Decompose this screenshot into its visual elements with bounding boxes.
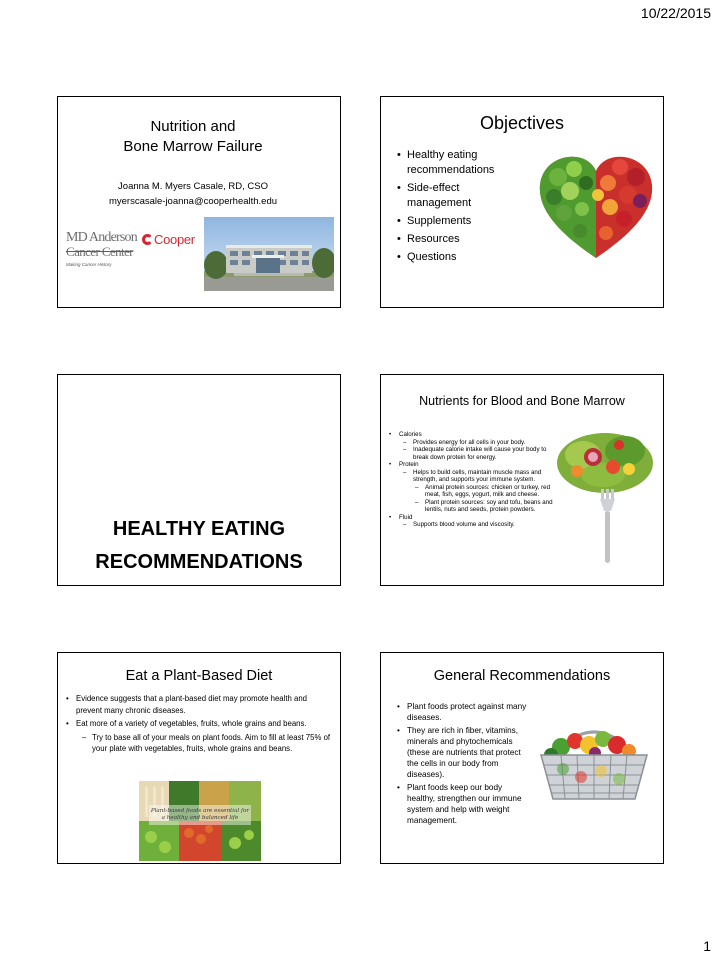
image-caption: Plant-based foods are essential for a healthy and balanced life	[150, 808, 250, 821]
author-email: myerscasale-joanna@cooperhealth.edu	[108, 196, 278, 207]
cooper-c-icon	[142, 234, 153, 245]
slide-title-line2: Bone Marrow Failure	[123, 138, 263, 155]
vegetable-market-image	[139, 781, 261, 861]
protein-source: – Animal protein sources: chicken or turkey, red meat, fish, eggs, yogurt, milk and cheese.	[415, 484, 553, 499]
nutrient-calories	[389, 431, 553, 461]
slide-objectives	[380, 96, 664, 308]
logo-cancer-center: Cancer Center	[66, 244, 133, 259]
plant-based-point	[66, 718, 334, 755]
nutrients-title: Nutrients for Blood and Bone Marrow	[419, 394, 625, 408]
fluid-detail: – Supports blood volume and viscosity.	[403, 521, 553, 529]
slide-section-healthy-eating	[57, 374, 341, 586]
heart-of-vegetables-image	[536, 153, 656, 263]
logo-tagline: Making Cancer History	[66, 262, 112, 267]
page-number: 1	[703, 938, 711, 954]
calories-detail: – Provides energy for all cells in your body.	[403, 439, 553, 447]
objectives-title: Objectives	[479, 113, 565, 133]
objectives-list	[397, 148, 517, 265]
slide-plant-based-diet	[57, 652, 341, 864]
hospital-building-photo	[204, 217, 334, 291]
mdanderson-cooper-logo	[66, 231, 201, 281]
nutrient-protein	[389, 461, 553, 514]
nutrient-protein-label: Protein	[399, 461, 419, 468]
slide-nutrients	[380, 374, 664, 586]
protein-detail	[403, 469, 553, 514]
recommendation-item: • Plant foods keep our body healthy, strengthen our immune system and help with weight management.	[397, 782, 529, 826]
objective-item: • Supplements	[397, 214, 517, 229]
handout-date: 10/22/2015	[640, 5, 711, 21]
protein-detail-text: Helps to build cells, maintain muscle mass and strength, and supports your immune system.	[413, 468, 542, 483]
slide-title-line1: Nutrition and	[150, 118, 236, 135]
logo-cooper: Cooper	[154, 232, 195, 247]
nutrients-list	[389, 431, 553, 529]
slide-general-recommendations	[380, 652, 664, 864]
nutrient-calories-label: Calories	[399, 431, 422, 438]
plant-based-point-text: Eat more of a variety of vegetables, fruits, whole grains and beans.	[76, 719, 307, 728]
plant-based-title: Eat a Plant-Based Diet	[125, 668, 273, 684]
protein-source: – Plant protein sources: soy and tofu, beans and lentils, nuts and seeds, protein powders.	[415, 499, 553, 514]
recommendation-item: • Plant foods protect against many diseases.	[397, 701, 529, 723]
objective-item: • Side-effect management	[397, 181, 517, 211]
nutrient-fluid-label: Fluid	[399, 513, 413, 521]
plant-based-list	[66, 693, 334, 755]
general-recommendations-list	[397, 701, 529, 826]
section-title-line1: HEALTHY EATING	[112, 518, 286, 540]
objective-item: • Resources	[397, 232, 517, 247]
calories-detail: – Inadequate calorie intake will cause your body to break down protein for energy.	[403, 446, 553, 461]
slide-title	[57, 96, 341, 308]
nutrient-fluid	[389, 514, 553, 529]
recommendation-item: • They are rich in fiber, vitamins, minerals and phytochemicals (these are nutrients that protect the cells in our body from diseases).	[397, 725, 529, 780]
objective-item: • Questions	[397, 250, 517, 265]
section-title-line2: RECOMMENDATIONS	[95, 551, 303, 573]
general-recommendations-title: General Recommendations	[433, 668, 611, 684]
objective-item: • Healthy eating recommendations	[397, 148, 517, 178]
salad-fork-image	[553, 427, 657, 565]
author-name: Joanna M. Myers Casale, RD, CSO	[118, 181, 268, 192]
plant-based-point: • Evidence suggests that a plant-based diet may promote health and prevent many chronic diseases.	[66, 693, 334, 716]
logo-md-anderson: MD Anderson	[66, 230, 137, 245]
shopping-basket-image	[531, 721, 657, 807]
plant-based-subpoint: – Try to base all of your meals on plant foods. Aim to fill at least 75% of your plate with vegetables, fruits, whole grains and beans.	[82, 732, 334, 755]
